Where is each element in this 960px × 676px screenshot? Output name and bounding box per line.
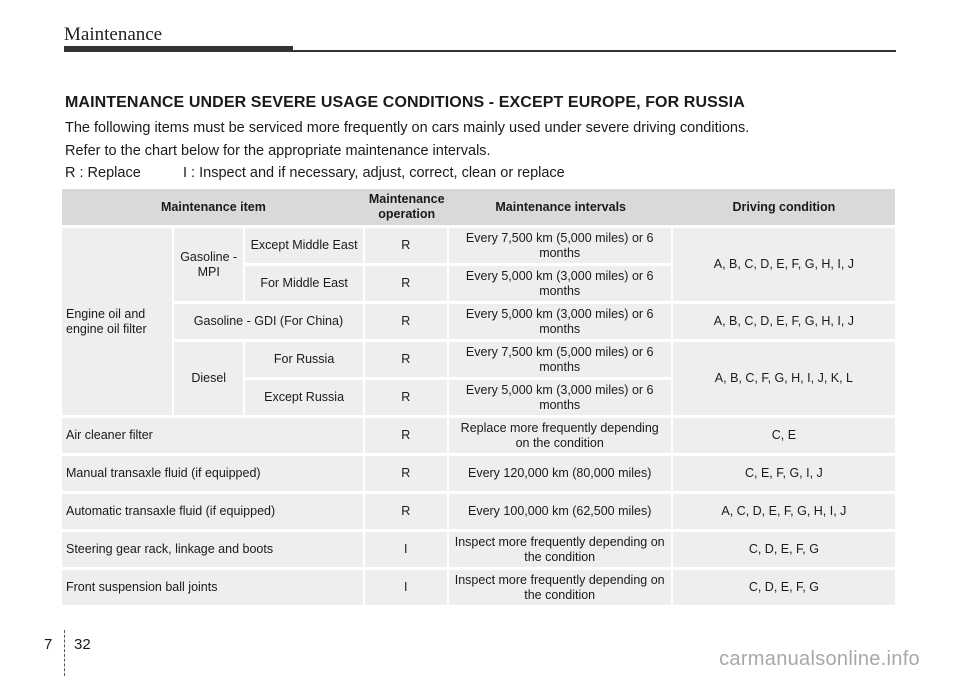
table-row bbox=[62, 456, 895, 494]
interval-cell: Replace more frequently depending on the condition bbox=[449, 418, 673, 456]
interval-cell: Every 5,000 km (3,000 miles) or 6 months bbox=[449, 266, 673, 304]
item-cell: Steering gear rack, linkage and boots bbox=[62, 532, 365, 570]
header-maintenance-intervals: Maintenance intervals bbox=[449, 189, 673, 228]
item-cell: Front suspension ball joints bbox=[62, 570, 365, 608]
table-row bbox=[62, 570, 895, 608]
engine-oil-item: Engine oil and engine oil filter bbox=[62, 228, 174, 418]
table-row bbox=[62, 418, 895, 456]
maintenance-table bbox=[62, 189, 895, 608]
section-title: MAINTENANCE UNDER SEVERE USAGE CONDITIONS - EXCEPT EUROPE, FOR RUSSIA bbox=[65, 94, 745, 111]
table-row bbox=[62, 494, 895, 532]
operation-cell: R bbox=[365, 418, 449, 456]
item-cell: Automatic transaxle fluid (if equipped) bbox=[62, 494, 365, 532]
item-cell: Manual transaxle fluid (if equipped) bbox=[62, 456, 365, 494]
operation-cell: R bbox=[365, 380, 449, 418]
condition-cell: C, E, F, G, I, J bbox=[673, 456, 895, 494]
interval-cell: Every 5,000 km (3,000 miles) or 6 months bbox=[449, 304, 673, 342]
interval-cell: Inspect more frequently depending on the condition bbox=[449, 570, 673, 608]
watermark: carmanualsonline.info bbox=[719, 648, 920, 670]
operation-cell: I bbox=[365, 532, 449, 570]
item-cell: Air cleaner filter bbox=[62, 418, 365, 456]
table-row bbox=[62, 532, 895, 570]
condition-cell: A, B, C, D, E, F, G, H, I, J bbox=[673, 228, 895, 304]
intro-line-1: The following items must be serviced more frequently on cars mainly used under severe driving conditions. bbox=[65, 120, 750, 136]
condition-cell: A, B, C, D, E, F, G, H, I, J bbox=[673, 304, 895, 342]
condition-cell: C, D, E, F, G bbox=[673, 532, 895, 570]
legend-replace: R : Replace bbox=[65, 165, 141, 181]
condition-cell: A, B, C, F, G, H, I, J, K, L bbox=[673, 342, 895, 418]
variant-label: For Russia bbox=[245, 342, 365, 380]
interval-cell: Every 7,500 km (5,000 miles) or 6 months bbox=[449, 342, 673, 380]
table-row bbox=[62, 228, 895, 266]
operation-cell: R bbox=[365, 494, 449, 532]
header-rule-thin bbox=[293, 50, 896, 52]
operation-cell: R bbox=[365, 304, 449, 342]
header-rule-thick bbox=[64, 46, 293, 52]
variant-label: Except Russia bbox=[245, 380, 365, 418]
variant-label: Except Middle East bbox=[245, 228, 365, 266]
page-number-divider bbox=[64, 630, 65, 676]
condition-cell: C, E bbox=[673, 418, 895, 456]
interval-cell: Every 7,500 km (5,000 miles) or 6 months bbox=[449, 228, 673, 266]
header-maintenance-operation: Maintenance operation bbox=[365, 189, 449, 228]
table-header-row bbox=[62, 189, 895, 228]
legend-inspect: I : Inspect and if necessary, adjust, correct, clean or replace bbox=[183, 165, 565, 181]
header-driving-condition: Driving condition bbox=[673, 189, 895, 228]
interval-cell: Every 5,000 km (3,000 miles) or 6 months bbox=[449, 380, 673, 418]
condition-cell: C, D, E, F, G bbox=[673, 570, 895, 608]
operation-cell: I bbox=[365, 570, 449, 608]
interval-cell: Every 120,000 km (80,000 miles) bbox=[449, 456, 673, 494]
interval-cell: Every 100,000 km (62,500 miles) bbox=[449, 494, 673, 532]
intro-line-2: Refer to the chart below for the appropriate maintenance intervals. bbox=[65, 143, 491, 159]
condition-cell: A, C, D, E, F, G, H, I, J bbox=[673, 494, 895, 532]
operation-cell: R bbox=[365, 456, 449, 494]
header-maintenance-item: Maintenance item bbox=[62, 189, 365, 228]
table-row bbox=[62, 342, 895, 380]
interval-cell: Inspect more frequently depending on the condition bbox=[449, 532, 673, 570]
chapter-number: 7 bbox=[44, 636, 53, 653]
page-header-title: Maintenance bbox=[64, 24, 163, 45]
gasoline-mpi-label: Gasoline - MPI bbox=[174, 228, 245, 304]
table-row bbox=[62, 304, 895, 342]
diesel-label: Diesel bbox=[174, 342, 245, 418]
operation-cell: R bbox=[365, 266, 449, 304]
variant-label: For Middle East bbox=[245, 266, 365, 304]
operation-cell: R bbox=[365, 228, 449, 266]
gasoline-gdi-label: Gasoline - GDI (For China) bbox=[174, 304, 365, 342]
page-number: 32 bbox=[74, 636, 91, 653]
operation-cell: R bbox=[365, 342, 449, 380]
legend-line bbox=[65, 165, 565, 181]
